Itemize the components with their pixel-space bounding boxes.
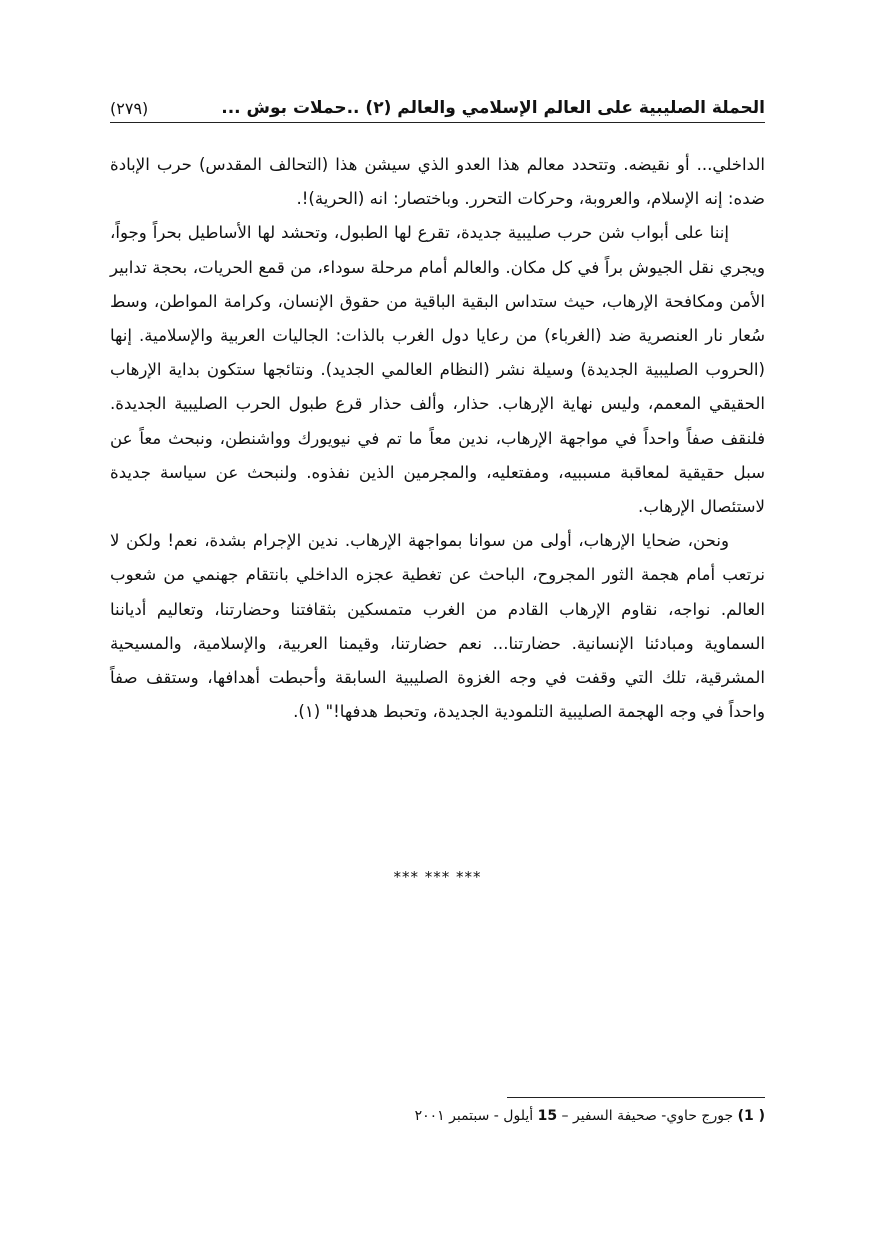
paragraph: ونحن، ضحايا الإرهاب، أولى من سوانا بمواجهة الإرهاب. ندين الإجرام بشدة، نعم! ولكن لا نرتعب أمام هجمة الثور المجروح، الباحث عن تغطية عجزه الداخلي بانتقام جهنمي من شعوب العالم. نواجه، نقاوم الإرهاب القادم من الغرب متمسكين بثقافتنا وحضارتنا، وتعاليم أدياننا السماوية ومبادئنا الإنسانية. حضارتنا... نعم حضارتنا، وقيمنا العربية، والإسلامية، والمسيحية المشرقية، تلك التي وقفت في وجه الغزوة الصليبية السابقة وأحبطت أهدافها، وستقف صفاً واحداً في وجه الهجمة الصليبية التلمودية الجديدة، وتحبط هدفها!" (١).: [110, 531, 765, 722]
page-number: (٢٧٩): [110, 99, 149, 118]
footnote-divider: [507, 1097, 765, 1098]
running-header: [110, 84, 765, 123]
body-text: [110, 148, 765, 729]
paragraph: الداخلي... أو نقيضه. وتتحدد معالم هذا العدو الذي سيشن هذا (التحالف المقدس) حرب الإبادة ضده: إنه الإسلام، والعروبة، وحركات التحرر. وباختصار: انه (الحرية)!.: [110, 155, 765, 209]
footnote-day: 15: [537, 1108, 558, 1124]
footnote-text-before: جورج حاوي- صحيفة السفير –: [561, 1108, 734, 1124]
header-title: الحملة الصليبية على العالم الإسلامي والعالم (٢) ..حملات بوش ...: [221, 98, 765, 118]
paragraph: إننا على أبواب شن حرب صليبية جديدة، تقرع لها الطبول، وتحشد لها الأساطيل بحراً وجواً، ويجري نقل الجيوش براً في كل مكان. والعالم أمام مرحلة سوداء، من قمع الحريات، بحجة تدابير الأمن ومكافحة الإرهاب، حيث ستداس البقية الباقية من حقوق الإنسان، وكرامة المواطن، وسط سُعار نار العنصرية ضد (الغرباء) من رعايا دول الغرب بالذات: الجاليات العربية والإسلامية. إنها (الحروب الصليبية الجديدة) وسيلة نشر (النظام العالمي الجديد). ونتائجها ستكون بداية الإرهاب الحقيقي المعمم، وليس نهاية الإرهاب. حذار، وألف حذار قرع طبول الحرب الصليبية الجديدة. فلنقف صفاً واحداً في مواجهة الإرهاب، ندين معاً ما تم في نيويورك وواشنطن، ونبحث معاً عن سبل حقيقية لمعاقبة مسببيه، ومفتعليه، والمجرمين الذين نفذوه. ولنبحث عن سياسة جديدة لاستئصال الإرهاب.: [110, 223, 765, 517]
section-separator: *** *** ***: [393, 868, 482, 886]
footnote: [415, 1105, 765, 1127]
footnote-marker: ( 1): [737, 1108, 765, 1124]
footnote-text-after: أيلول - سبتمبر ٢٠٠١: [414, 1108, 534, 1124]
